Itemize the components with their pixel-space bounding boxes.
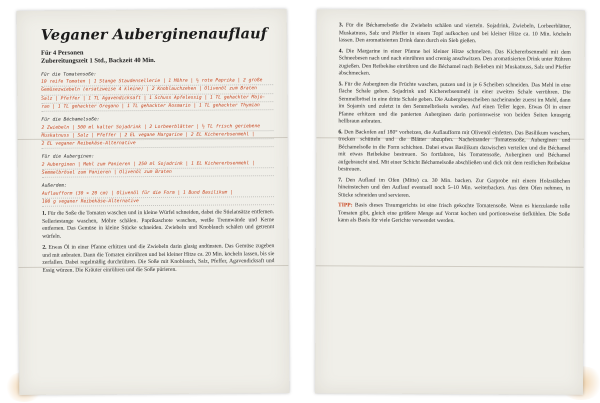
ingredient-line: Gemüsezwiebeln (ersatzweise 4 kleine) | 2 Knoblauchzehen | Olivenöl zum Braten <box>41 86 273 96</box>
step-3 <box>339 22 571 46</box>
tip-label: TIPP: <box>337 202 353 209</box>
ingredient-line: 2 Auberginen | Mehl zum Panieren | 250 ml Sojadrink | 1 EL Kichererbsenmehl | <box>42 160 274 170</box>
step-6 <box>338 129 570 175</box>
step-4 <box>339 48 571 79</box>
ingredient-heading: Außerdem: <box>41 183 67 190</box>
recipe-page-left-content <box>31 21 275 275</box>
recipe-page-right-content <box>330 19 571 226</box>
step-number: 4. <box>338 47 344 54</box>
step-number: 1. <box>42 211 47 218</box>
ingredient-line: 2 EL veganer Reibekäse-Alternative <box>42 139 274 149</box>
ingredient-line: Muskatnuss | Salz | Pfeffer | 2 EL vegane Margarine | 2 EL Kichererbsenmehl | <box>42 131 274 141</box>
tip <box>338 202 570 226</box>
step-number: 7. <box>338 176 343 183</box>
ingredient-heading: Für die Tomatensoße: <box>41 72 97 78</box>
ingredient-section <box>32 153 274 179</box>
step-text: Für die Béchamelsoße die Zwiebeln schälen und vierteln. Sojadrink, Zwiebeln, Lorbeerblätter, Muskatnuss, Salz und Pfeffer in einem Topf aufkochen und bei kleiner Hitze ca. 10 Min. köcheln lassen. Den aromatisierten Drink dann durch ein Sieb gießen. <box>338 22 571 45</box>
ingredient-line: 2 Zwiebeln | 500 ml kalter Sojadrink | 2 Lorbeerblätter | ½ TL frisch geriebene <box>41 123 273 133</box>
ingredient-heading: Für die Auberginen: <box>41 154 95 161</box>
step-number: 6. <box>338 128 343 135</box>
step-text: Für die Auberginen die Früchte waschen, putzen und in je 6 Scheiben schneiden. Das Mehl in eine flache Schale geben. Sojadrink und Kichererbsenmehl in einer zweiten Schale verrühren. Die Semmelbrösel in eine dritte Schale geben. Die Auberginenscheiben nacheinander zuerst im Mehl, dann im Sojamix und zuletzt in den Semmelbröseln wenden. Auf einen Teller legen. Etwas Öl in einer Pfanne erhitzen und die panierten Auberginen darin portionsweise von beiden Seiten knusprig hellbraun anbraten. <box>338 80 571 125</box>
ingredient-heading: Für die Béchamelsoße: <box>41 117 100 124</box>
recipe-servings: Für 4 Personen <box>40 49 84 57</box>
step-5 <box>338 81 570 127</box>
step-number: 5. <box>338 80 343 87</box>
step-text: Die Margarine in einer Pfanne bei kleiner Hitze schmelzen. Das Kichererbsenmehl mit dem Schneebesen nach und nach einrühren und cremig anschwitzen. Den aromatisierten Drink unter Rühren zugießen. Den Reibekäse einrühren und die Béchamel nach Belieben mit Muskatnuss, Salz und Pfeffer abschmecken. <box>338 47 571 77</box>
ingredients <box>31 70 274 207</box>
step-text: Etwas Öl in einer Pfanne erhitzen und die Zwiebeln darin glasig andünsten. Das Gemüse zugeben und mit anbraten. Dann die Tomaten einrühren und bei kleiner Hitze ca. 20 Min. köcheln lassen, bis sie zerfallen. Dabei regelmäßig durchrühren. Die Soße mit Knoblauch, Salz, Pfeffer, Agavendicksaft und Essig würzen. Die Kräuter einrühren und die Soße pürieren. <box>42 243 275 274</box>
ingredient-section <box>31 115 273 149</box>
ingredient-line: Semmelbrösel zum Panieren | Olivenöl zum Braten <box>42 168 274 178</box>
ingredient-section <box>32 182 274 208</box>
recipe-time: Zubereitungszeit 1 Std., Backzeit 40 Min. <box>40 57 156 66</box>
step-text: Für die Soße die Tomaten waschen und in kleine Würfel schneiden, dabei die Stielansätze entfernen. Selleriestange waschen, Möhre schälen. Paprikaschote waschen, weiße Trennwände und Kerne entfernen. Das Gemüse in kleine Stücke schneiden. Zwiebeln und Knoblauch schälen und getrennt würfeln. <box>42 209 275 240</box>
ingredient-section <box>31 70 273 112</box>
ingredient-line: Auflaufform (30 × 20 cm) | Olivenöl für die Form | 1 Bund Basilikum | <box>42 189 274 199</box>
step-1 <box>42 209 274 241</box>
step-number: 2. <box>42 245 47 252</box>
step-7 <box>338 177 570 201</box>
step-number: 3. <box>338 22 344 29</box>
ingredient-line: ran | 1 TL gehackter Oregano | 1 TL gehackter Rosmarin | 1 TL gehackter Thymian <box>41 102 273 112</box>
step-2 <box>42 243 274 275</box>
ingredient-line: 10 reife Tomaten | 1 Stange Staudensellerie | 1 Möhre | ½ rote Paprika | 2 große <box>41 77 273 87</box>
recipe-page-left <box>17 9 290 395</box>
recipe-title: Veganer Auberginenauflauf <box>40 25 268 44</box>
ingredient-line: 100 g veganer Reibekäse-Alternative <box>42 197 274 207</box>
ingredient-line: Salz | Pfeffer | 1 TL Agavendicksaft | 1 Schuss Apfelessig | 1 TL gehackter Majo- <box>41 94 273 104</box>
step-text: Den Auflauf im Ofen (Mitte) ca. 30 Min. backen. Zur Garprobe mit einem Holzstäbchen hineinstechen und den Auflauf eventuell noch 5–10 Min. weiterbacken. Aus dem Ofen nehmen, in Stücke schneiden und servieren. <box>338 176 571 199</box>
tip-text: Basis dieses Traumgerichts ist eine frisch gekochte Tomatensoße. Wenn es hierzulande tolle Tomaten gibt, gleich eine größere Menge auf Vorrat kochen und portionsweise tiefkühlen. Die Soße kann als Basis für viele Gerichte verwendet werden. <box>337 202 571 225</box>
recipe-page-right <box>315 9 585 394</box>
step-text: Den Backofen auf 180° vorheizen, die Auflaufform mit Olivenöl einfetten. Das Basilikum waschen, trocken schütteln und die Blätter abzupfen. Nacheinander Tomatensoße, Auberginen und Béchamelsoße in die Form schichten. Dabei etwas Basilikum dazwischen verteilen und die Béchamel mit etwas Reibekäse bestreuen. So fortfahren, bis Tomatensoße, Auberginen und Béchamel aufgebraucht sind. Mit einer Schicht Béchamelsoße abschließen und dick mit dem restlichen Reibekäse bestreuen. <box>338 128 571 173</box>
